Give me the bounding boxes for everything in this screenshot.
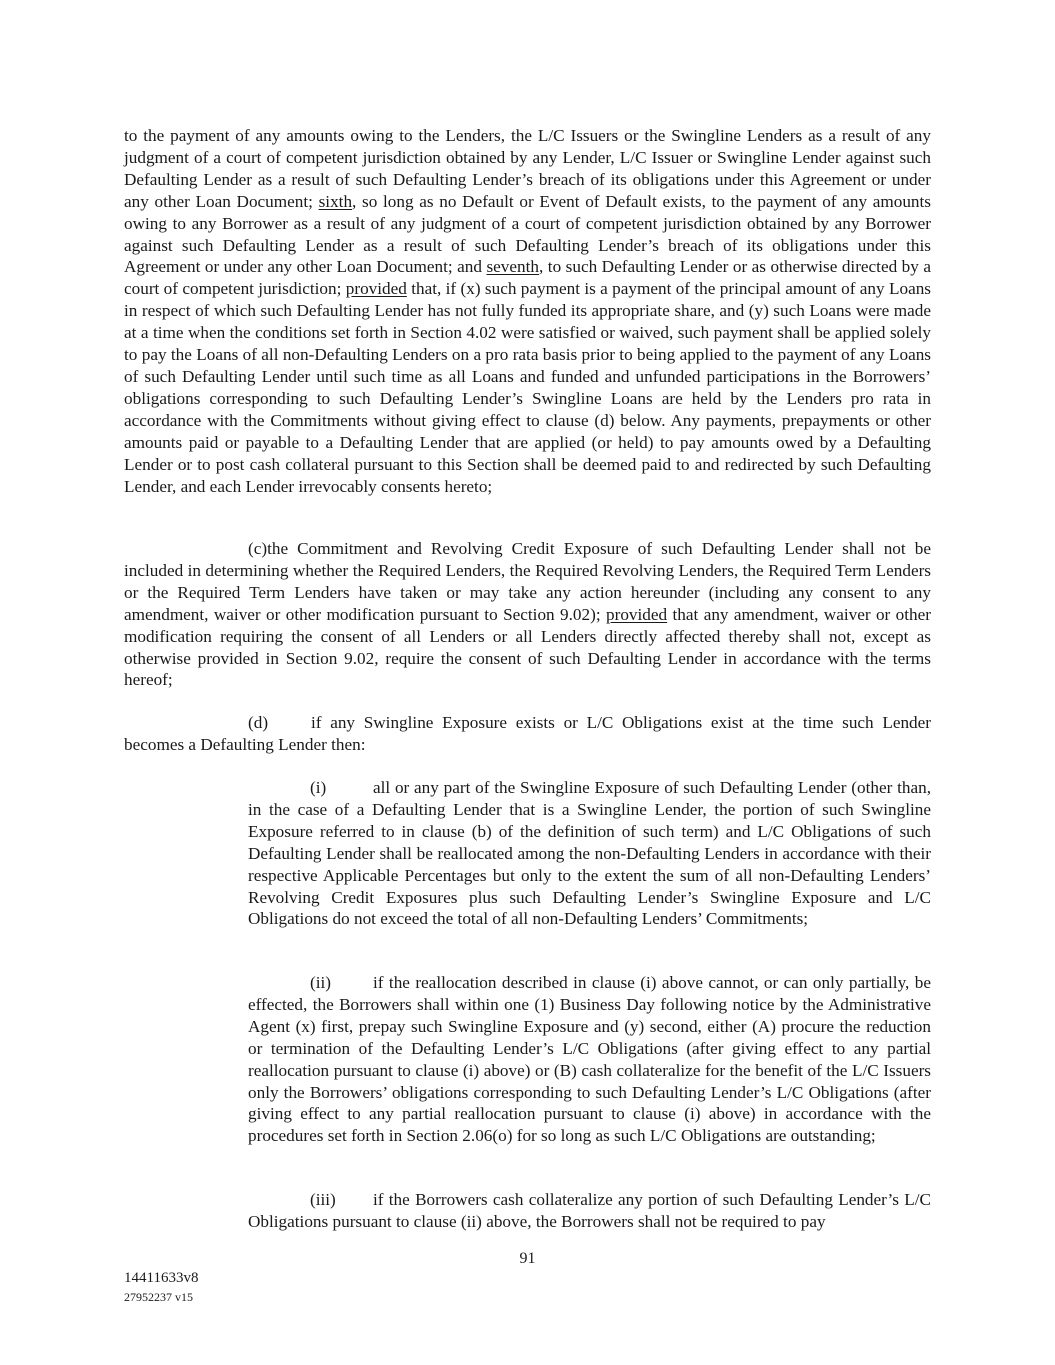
- paragraph-continuation: [124, 125, 931, 497]
- clause-d-iii: [248, 1189, 931, 1233]
- term-seventh: seventh: [486, 257, 539, 277]
- clause-d-iii-text: if the Borrowers cash collateralize any portion of such Defaulting Lender’s L/C Obligations pursuant to clause (ii) above, the Borrowers shall not be required to pay: [248, 1190, 931, 1231]
- clause-d-iii-marker: (iii): [310, 1190, 336, 1209]
- clause-c-provided: provided: [606, 604, 668, 624]
- clause-d-text: if any Swingline Exposure exists or L/C Obligations exist at the time such Lender becomes a Defaulting Lender then:: [124, 713, 931, 754]
- clause-c: [124, 538, 931, 691]
- clause-c-text-part2: that any amendment, waiver or other modification requiring the consent of all Lenders or all Lenders directly affected thereby shall not, except as otherwise provided in Section 9.02, require the consent of such Defaulting Lender in accordance with the terms hereof;: [124, 604, 931, 690]
- paragraph-text-part1: to the payment of any amounts owing to the Lenders, the L/C Issuers or the Swingline Lenders as a result of any judgment of a court of competent jurisdiction obtained by any Lender, L/C Issuer or Swingline Lender against such Defaulting Lender as a result of such Defaulting Lender’s breach of its obligations under this Agreement or under any other Loan Document;: [124, 126, 931, 211]
- clause-d-i-text: all or any part of the Swingline Exposure of such Defaulting Lender (other than, in the case of a Defaulting Lender that is a Swingline Lender, the portion of such Swingline Exposure referred to in clause (b) of the definition of such term) and L/C Obligations of such Defaulting Lender shall be reallocated among the non-Defaulting Lenders in accordance with their respective Applicable Percentages but only to the extent the sum of all non-Defaulting Lenders’ Revolving Credit Exposures plus such Defaulting Lender’s Swingline Exposure and L/C Obligations do not exceed the total of all non-Defaulting Lenders’ Commitments;: [248, 778, 931, 929]
- clause-d-ii-text: if the reallocation described in clause (i) above cannot, or can only partially, be effected, the Borrowers shall within one (1) Business Day following notice by the Administrative Agent (x) first, prepay such Swingline Exposure and (y) second, either (A) procure the reduction or termination of the Defaulting Lender’s L/C Obligations (after giving effect to any partial reallocation pursuant to clause (i) above) or (B) cash collateralize for the benefit of the L/C Issuers only the Borrowers’ obligations corresponding to such Defaulting Lender’s L/C Obligations (after giving effect to any partial reallocation pursuant to clause (i) above) in accordance with the procedures set forth in Section 2.06(o) for so long as such L/C Obligations are outstanding;: [248, 973, 931, 1146]
- clause-d-marker: (d): [248, 713, 269, 732]
- clause-d-ii-marker: (ii): [310, 973, 331, 992]
- document-id-secondary: 27952237 v15: [124, 1290, 193, 1304]
- paragraph-text-part2: , so long as no Default or Event of Default exists, to the payment of any amounts owing to any Borrower as a result of any judgment of a court of competent jurisdiction obtained by any Borrower against such Defaulting Lender as a result of such Defaulting Lender’s breach of its obligations under this Agreement or under any other Loan Document; and: [124, 191, 931, 277]
- term-sixth: sixth: [318, 191, 353, 211]
- clause-d-i: [248, 777, 931, 930]
- clause-c-marker: (c): [248, 539, 268, 558]
- paragraph-text-part3: , to such Defaulting Lender or as otherwise directed by a court of competent jurisdiction;: [124, 257, 931, 299]
- term-provided: provided: [345, 279, 407, 299]
- document-id-primary: 14411633v8: [124, 1270, 199, 1286]
- clause-d: [124, 712, 931, 756]
- clause-d-i-marker: (i): [310, 778, 327, 797]
- clause-d-ii: [248, 972, 931, 1147]
- paragraph-text-part4: that, if (x) such payment is a payment of the principal amount of any Loans in respect of which such Defaulting Lender has not fully funded its appropriate share, and (y) such Loans were made at a time when the conditions set forth in Section 4.02 were satisfied or waived, such payment shall be applied solely to pay the Loans of all non-Defaulting Lenders on a pro rata basis prior to being applied to the payment of any Loans of such Defaulting Lender until such time as all Loans and funded and unfunded participations in the Borrowers’ obligations corresponding to such Defaulting Lender’s Swingline Loans are held by the Lenders pro rata in accordance with the Commitments without giving effect to clause (d) below. Any payments, prepayments or other amounts paid or payable to a Defaulting Lender that are applied (or held) to pay amounts owed by a Defaulting Lender or to post cash collateral pursuant to this Section shall be deemed paid to and redirected by such Defaulting Lender, and each Lender irrevocably consents hereto;: [124, 279, 931, 496]
- clause-c-text-part1: the Commitment and Revolving Credit Exposure of such Defaulting Lender shall not be included in determining whether the Required Lenders, the Required Revolving Lenders, the Required Term Lenders or the Required Term Lenders have taken or may take any action hereunder (including any consent to any amendment, waiver or other modification pursuant to Section 9.02);: [124, 539, 931, 624]
- page-number: 91: [519, 1250, 536, 1267]
